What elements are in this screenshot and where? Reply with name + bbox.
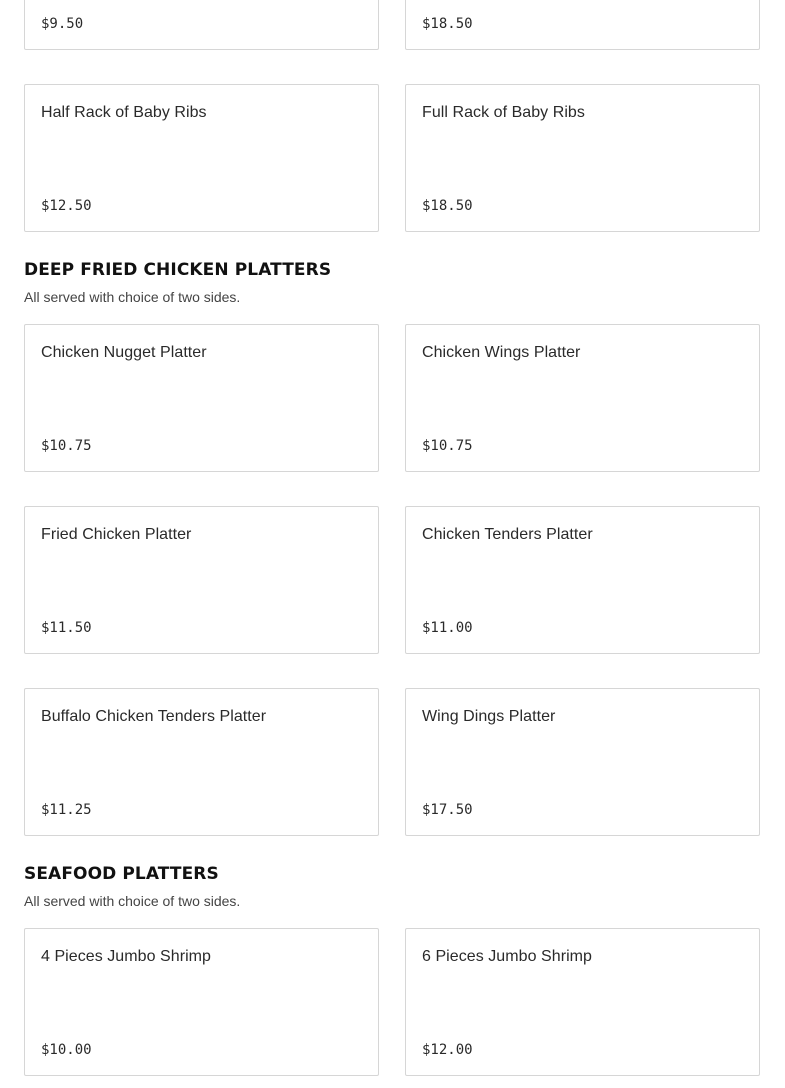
item-price: $11.25 [41,802,92,818]
item-name: Wing Dings Platter [422,708,556,725]
menu-item-card[interactable] [24,84,379,232]
menu-item-card[interactable] [24,324,379,472]
item-name: Half Rack of Baby Ribs [41,104,207,121]
item-price: $9.50 [41,16,84,32]
menu-item-card[interactable] [24,928,379,1076]
item-name: Fried Chicken Platter [41,526,192,543]
item-name: 6 Pieces Jumbo Shrimp [422,948,593,965]
menu-item-card[interactable] [405,84,760,232]
item-price: $12.50 [41,198,92,214]
item-name: Chicken Nugget Platter [41,344,207,361]
menu-item-card[interactable] [405,928,760,1076]
item-name: Chicken Wings Platter [422,344,581,361]
item-price: $11.50 [41,620,92,636]
menu-item-card[interactable] [24,0,379,50]
section-title: DEEP FRIED CHICKEN PLATTERS [24,260,332,280]
item-price: $10.75 [41,438,92,454]
menu-item-card[interactable] [24,688,379,836]
menu-item-card[interactable] [24,506,379,654]
menu-item-card[interactable] [405,688,760,836]
section-subtitle: All served with choice of two sides. [24,893,241,909]
item-price: $18.50 [422,16,473,32]
menu-item-card[interactable] [405,0,760,50]
item-name: 4 Pieces Jumbo Shrimp [41,948,212,965]
menu-item-card[interactable] [405,324,760,472]
item-name: Buffalo Chicken Tenders Platter [41,708,267,725]
item-price: $12.00 [422,1042,473,1058]
item-price: $17.50 [422,802,473,818]
item-price: $18.50 [422,198,473,214]
section-title: SEAFOOD PLATTERS [24,864,219,884]
item-name: Full Rack of Baby Ribs [422,104,585,121]
item-price: $10.75 [422,438,473,454]
menu-item-card[interactable] [405,506,760,654]
section-subtitle: All served with choice of two sides. [24,289,241,305]
item-name: Chicken Tenders Platter [422,526,593,543]
item-price: $11.00 [422,620,473,636]
item-price: $10.00 [41,1042,92,1058]
